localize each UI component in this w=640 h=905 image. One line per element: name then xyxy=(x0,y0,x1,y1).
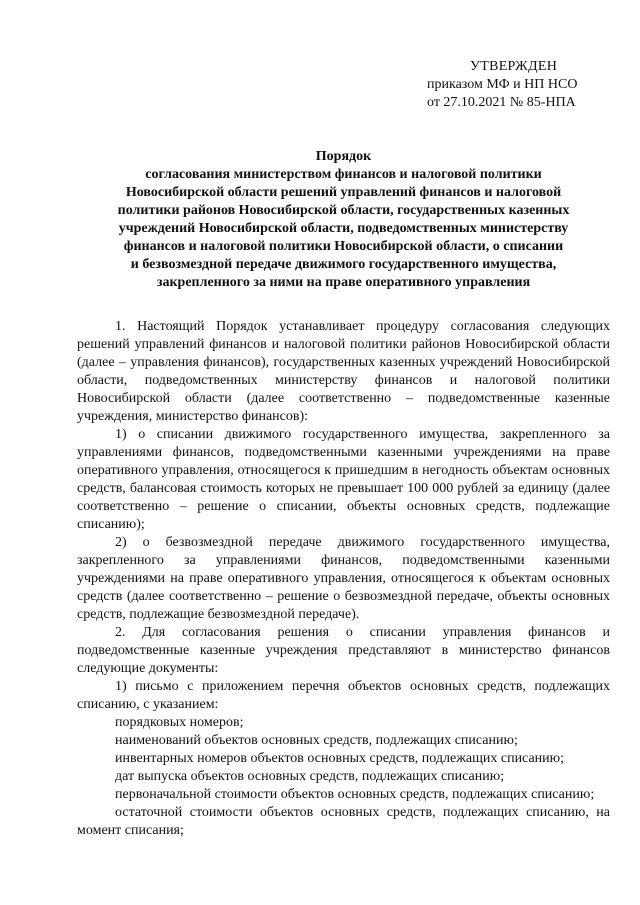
title-line: политики районов Новосибирской области, государственных казенных xyxy=(117,203,570,218)
approval-title: УТВЕРЖДЕН xyxy=(470,59,558,74)
list-item: остаточной стоимости объектов основных средств, подлежащих списанию, на момент списания; xyxy=(77,805,610,838)
title-heading: Порядок xyxy=(315,149,372,164)
paragraph-1-item-2: 2) о безвозмездной передаче движимого государственного имущества, закрепленного за управлениями финансов, подведомственными казенными учреждениями на праве оперативного управления, относящегося к объектам основных средств (далее соответственно – решение о безвозмездной передаче, объекты основных средств, подлежащие безвозмездной передаче). xyxy=(77,535,610,622)
paragraph-1: 1. Настоящий Порядок устанавливает процедуру согласования следующих решений управлений финансов и налоговой политики районов Новосибирской области (далее – управления финансов), государственных казенных учреждений Новосибирской области, подведомственных министерству финансов и налоговой политики Новосибирской области (далее соответственно – подведомственные казенные учреждения, министерство финансов): xyxy=(77,319,610,424)
paragraph-2: 2. Для согласования решения о списании управления финансов и подведомственные казенные учреждения представляют в министерство финансов следующие документы: xyxy=(77,625,610,676)
list-item: первоначальной стоимости объектов основных средств, подлежащих списанию; xyxy=(115,787,595,802)
list-item: наименований объектов основных средств, подлежащих списанию; xyxy=(115,733,518,748)
title-line: учреждений Новосибирской области, подведомственных министерству xyxy=(118,221,569,236)
document-title xyxy=(77,148,610,292)
title-line: согласования министерством финансов и налоговой политики xyxy=(145,167,542,182)
approval-stamp xyxy=(427,58,610,112)
title-line: закрепленного за ними на праве оперативного управления xyxy=(156,275,531,290)
paragraph-1-item-1: 1) о списании движимого государственного имущества, закрепленного за управлениями финансов, подведомственными казенными учреждениями на праве оперативного управления, относящегося к пришедшим в негодность объектам основных средств, балансовая стоимость которых не превышает 100 000 рублей за единицу (далее соответственно – решение о списании, объекты основных средств, подлежащие списанию); xyxy=(77,427,610,532)
title-line: финансов и налоговой политики Новосибирской области, о списании xyxy=(123,239,564,254)
title-line: и безвозмездной передаче движимого государственного имущества, xyxy=(130,257,557,272)
list-item: инвентарных номеров объектов основных средств, подлежащих списанию; xyxy=(115,751,564,766)
list-item: дат выпуска объектов основных средств, подлежащих списанию; xyxy=(115,769,505,784)
title-line: Новосибирской области решений управлений финансов и налоговой xyxy=(125,185,562,200)
list-item: порядковых номеров; xyxy=(115,715,244,730)
document-body xyxy=(77,318,610,840)
approval-date-line: от 27.10.2021 № 85-НПА xyxy=(427,95,576,110)
approval-order-line: приказом МФ и НП НСО xyxy=(427,77,578,92)
paragraph-2-item-1: 1) письмо с приложением перечня объектов основных средств, подлежащих списанию, с указанием: xyxy=(77,679,610,712)
